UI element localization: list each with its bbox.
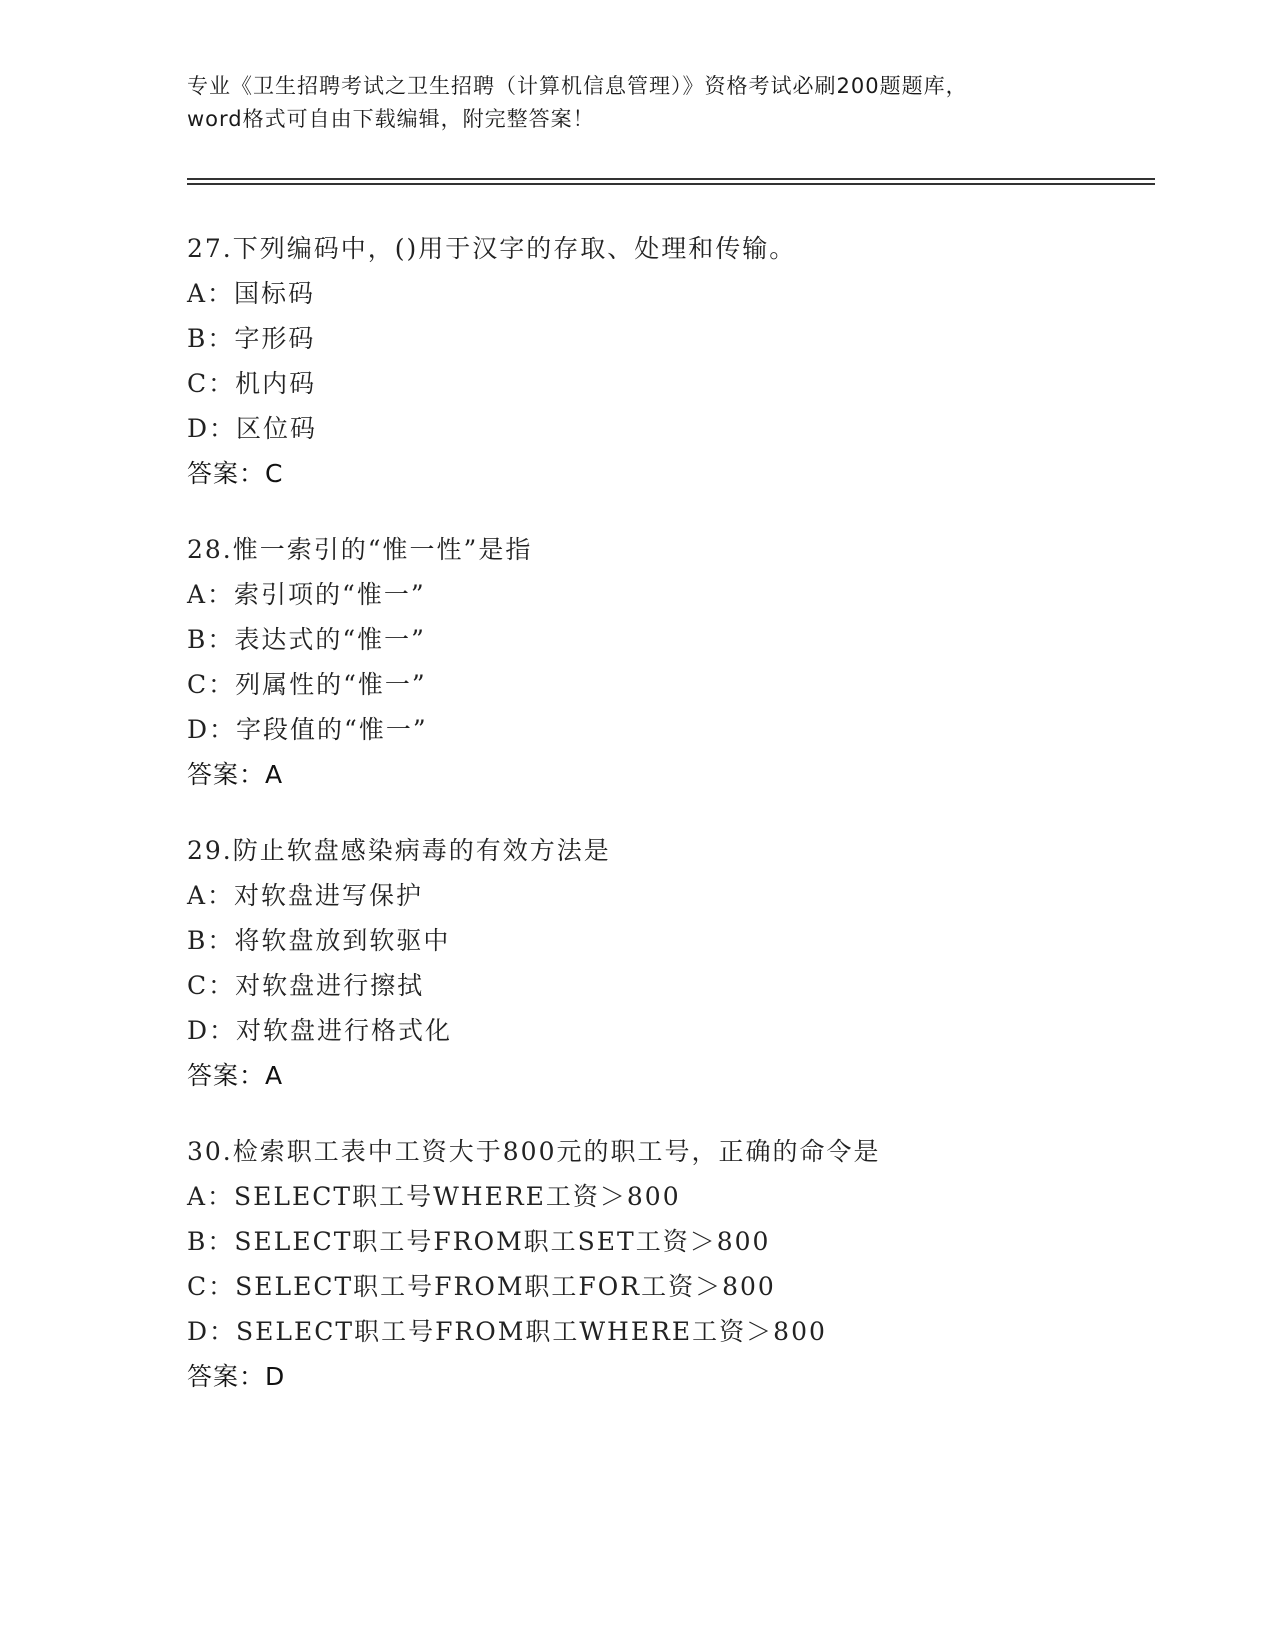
question-list <box>187 234 1147 1438</box>
option-b: B：字形码 <box>187 324 316 353</box>
question-29 <box>187 836 1147 1091</box>
option-b: B：表达式的“惟一” <box>187 625 426 654</box>
option-c: C：机内码 <box>187 369 317 398</box>
option-d: D：区位码 <box>187 414 318 443</box>
option-c: C：SELECT职工号FROM职工FOR工资＞800 <box>187 1272 776 1301</box>
option-b: B：将软盘放到软驱中 <box>187 926 451 955</box>
option-b: B：SELECT职工号FROM职工SET工资＞800 <box>187 1227 771 1256</box>
question-28 <box>187 535 1147 790</box>
option-a: A：索引项的“惟一” <box>187 580 426 609</box>
option-d: D：对软盘进行格式化 <box>187 1016 453 1045</box>
option-c: C：对软盘进行擦拭 <box>187 971 425 1000</box>
option-d: D：SELECT职工号FROM职工WHERE工资＞800 <box>187 1317 827 1346</box>
option-a: A：对软盘进写保护 <box>187 881 424 910</box>
question-30 <box>187 1137 1147 1392</box>
option-a: A：国标码 <box>187 279 316 308</box>
question-stem: 27.下列编码中，()用于汉字的存取、处理和传输。 <box>187 234 797 263</box>
question-stem: 30.检索职工表中工资大于800元的职工号，正确的命令是 <box>187 1137 881 1166</box>
header-divider-top <box>187 178 1155 180</box>
answer-text: 答案：A <box>187 760 284 789</box>
answer-text: 答案：D <box>187 1362 286 1391</box>
header-divider-bottom <box>187 183 1155 185</box>
question-stem: 28.惟一索引的“惟一性”是指 <box>187 535 533 564</box>
option-c: C：列属性的“惟一” <box>187 670 427 699</box>
option-d: D：字段值的“惟一” <box>187 715 428 744</box>
header-title-line-2: word格式可自由下载编辑，附完整答案！ <box>187 107 595 131</box>
question-stem: 29.防止软盘感染病毒的有效方法是 <box>187 836 611 865</box>
question-27 <box>187 234 1147 489</box>
option-a: A：SELECT职工号WHERE工资＞800 <box>187 1182 681 1211</box>
header-title-line-1: 专业《卫生招聘考试之卫生招聘（计算机信息管理）》资格考试必刷200题题库， <box>187 74 968 98</box>
answer-text: 答案：C <box>187 459 284 488</box>
document-header <box>187 70 1087 136</box>
answer-text: 答案：A <box>187 1061 284 1090</box>
